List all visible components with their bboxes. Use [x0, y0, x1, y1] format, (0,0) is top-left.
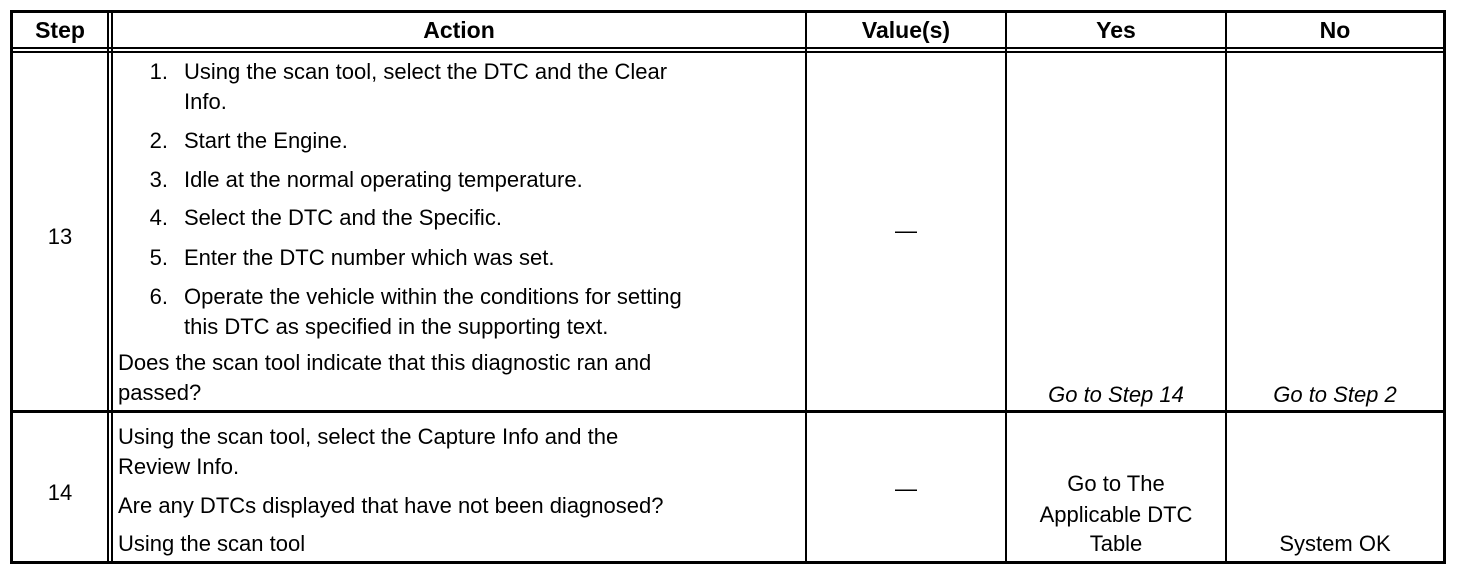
list-number: 1.: [149, 59, 168, 84]
list-number: 2.: [149, 128, 168, 153]
header-divider-2: [10, 51, 1446, 53]
list-item-text: Idle at the normal operating temperature.: [184, 167, 583, 192]
yes-action-14: Applicable DTC: [1039, 502, 1193, 527]
header-values: Value(s): [861, 16, 951, 43]
border-bottom: [10, 561, 1446, 564]
list-number: 4.: [149, 205, 168, 230]
yes-action-14: Table: [1089, 531, 1143, 556]
list-item-text: Info.: [184, 89, 227, 114]
step-number-14: 14: [47, 480, 73, 505]
action-text: Review Info.: [118, 454, 240, 479]
border-right: [1443, 10, 1446, 564]
list-item-text: Start the Engine.: [184, 128, 348, 153]
question-text: passed?: [118, 380, 202, 405]
list-item-text: Select the DTC and the Specific.: [184, 205, 502, 230]
header-yes: Yes: [1096, 16, 1136, 43]
action-text: Using the scan tool, select the Capture Info and the: [118, 424, 619, 449]
col-divider-step-2: [111, 10, 113, 564]
step-number-13: 13: [47, 224, 73, 249]
yes-action-14: Go to The: [1067, 471, 1165, 496]
question-text: Are any DTCs displayed that have not been diagnosed?: [118, 493, 664, 518]
question-text: Does the scan tool indicate that this diagnostic ran and: [118, 350, 652, 375]
row-divider: [10, 410, 1446, 413]
list-item-text: Enter the DTC number which was set.: [184, 245, 555, 270]
col-divider-yes: [1225, 10, 1227, 564]
value-dash-14: —: [895, 476, 917, 501]
no-action-14: System OK: [1279, 531, 1391, 556]
list-item-text: Using the scan tool, select the DTC and the Clear: [184, 59, 668, 84]
list-number: 3.: [149, 167, 168, 192]
value-dash-13: —: [895, 218, 917, 243]
list-number: 6.: [149, 284, 168, 309]
header-no: No: [1319, 16, 1351, 43]
no-action-13: Go to Step 2: [1273, 382, 1397, 407]
action-text: Using the scan tool: [118, 531, 306, 556]
list-item-text: Operate the vehicle within the conditions for setting: [184, 284, 682, 309]
col-divider-step: [107, 10, 109, 564]
header-divider: [10, 47, 1446, 49]
header-action: Action: [423, 16, 495, 43]
yes-action-13: Go to Step 14: [1048, 382, 1184, 407]
list-item-text: this DTC as specified in the supporting text.: [184, 314, 609, 339]
list-number: 5.: [149, 245, 168, 270]
header-step: Step: [35, 16, 85, 43]
